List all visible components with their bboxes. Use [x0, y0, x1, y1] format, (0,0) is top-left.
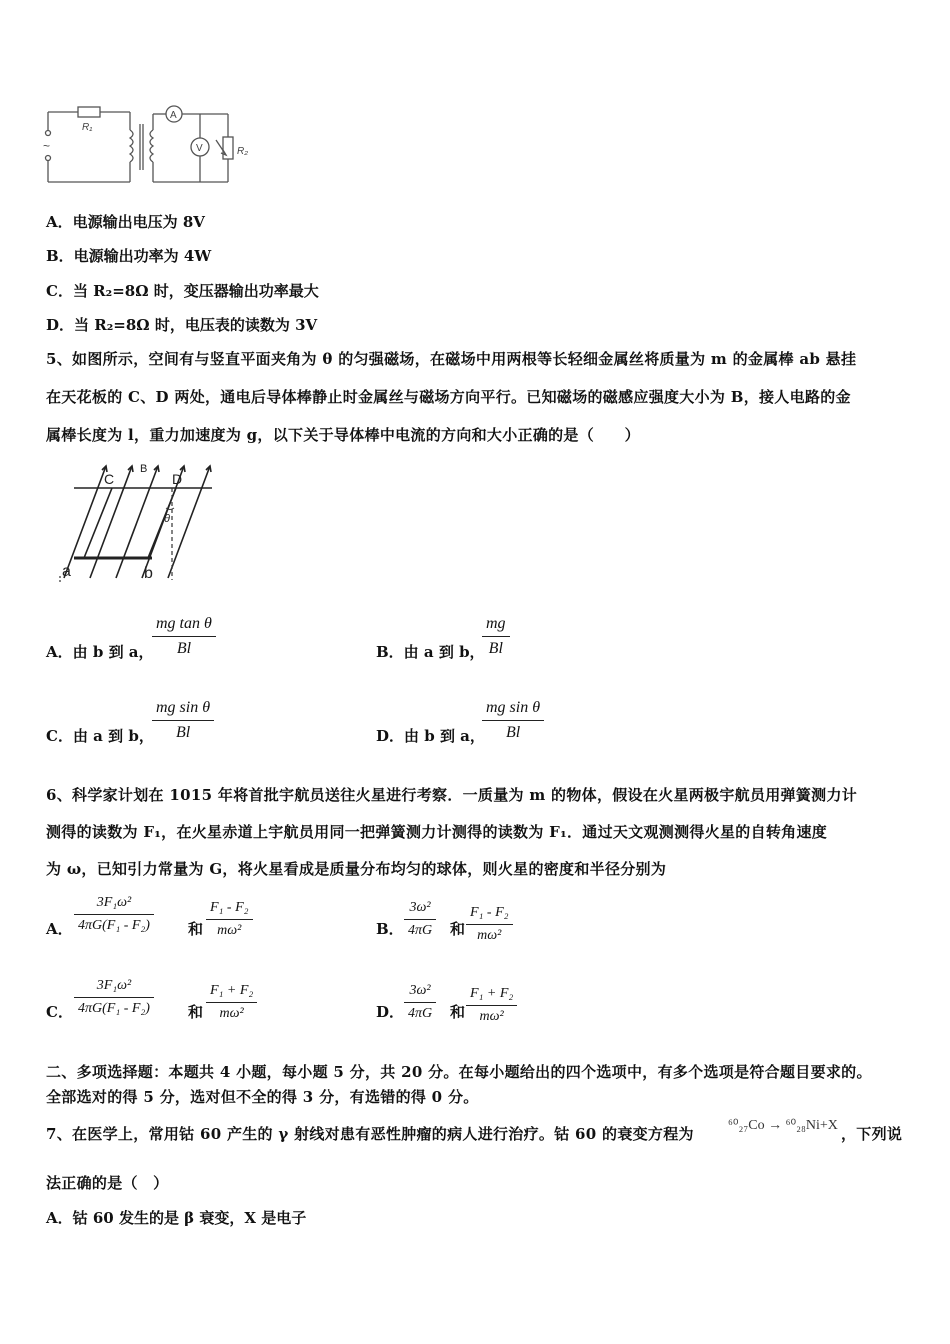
and-text: 和	[188, 1003, 204, 1021]
fraction-denominator: mω²	[219, 1006, 244, 1021]
q7-line-2: 法正确的是（ ）	[46, 1174, 169, 1192]
fraction-denominator: mω²	[477, 928, 502, 943]
section-2-line-2: 全部选对的得 5 分，选对但不全的得 3 分，有选错的得 0 分。	[46, 1088, 479, 1106]
q6-option-a-radius	[206, 900, 253, 939]
q5-option-c-label: C．由 a 到 b，	[46, 727, 154, 745]
r2-label: R₂	[237, 146, 249, 157]
fraction-denominator: Bl	[505, 724, 521, 741]
fraction-numerator: 3F₁ω²	[74, 978, 154, 998]
fraction-denominator: 4πG(F₁ - F₂)	[78, 918, 150, 933]
point-c-label: C	[104, 471, 115, 487]
fraction-denominator: Bl	[175, 724, 191, 741]
q5-option-b-fraction	[482, 615, 510, 658]
fraction-numerator: F₁ - F₂	[206, 900, 253, 920]
q6-line-2: 测得的读数为 F₁，在火星赤道上宇航员用同一把弹簧测力计测得的读数为 F₁．通过天文观测测得火星的自转角速度	[46, 823, 828, 841]
fraction-numerator: mg sin θ	[152, 699, 214, 721]
r2-rheostat	[223, 137, 233, 159]
fraction-numerator: 3F₁ω²	[74, 895, 154, 915]
point-a-label: a	[62, 563, 71, 580]
fraction-numerator: F₁ + F₂	[466, 986, 517, 1006]
q6-option-d-density	[404, 983, 436, 1022]
and-text: 和	[450, 1003, 466, 1021]
q5-line-3: 属棒长度为 l，重力加速度为 g，以下关于导体棒中电流的方向和大小正确的是（ ）	[46, 426, 640, 444]
fraction-denominator: 4πG(F₁ - F₂)	[78, 1001, 150, 1016]
q6-option-d-label: D．	[376, 1003, 405, 1021]
voltmeter-label: V	[196, 143, 203, 154]
point-b-label: b	[144, 565, 153, 582]
cobalt-decay-equation: ⁶⁰₂₇Co → ⁶⁰₂₈Ni+X	[728, 1118, 838, 1133]
q5-line-1: 5、如图所示，空间有与竖直平面夹角为 θ 的匀强磁场，在磁场中用两根等长轻细金属丝将质量为 m 的金属棒 ab 悬挂	[46, 350, 857, 368]
q5-option-d-label: D．由 b 到 a，	[376, 727, 485, 745]
q6-option-d-radius	[466, 986, 517, 1025]
fraction-numerator: F₁ - F₂	[466, 905, 513, 925]
q5-option-a-label: A．由 b 到 a，	[46, 643, 154, 661]
transformer-circuit-figure	[38, 100, 268, 195]
q6-option-b-label: B．	[376, 920, 404, 938]
theta-label: θ	[164, 513, 170, 525]
q5-option-a-fraction	[152, 615, 216, 658]
q6-line-3: 为 ω，已知引力常量为 G，将火星看成是质量分布均匀的球体，则火星的密度和半径分别为	[46, 860, 667, 878]
q7-line-1-end: ，下列说	[841, 1125, 903, 1143]
fraction-numerator: 3ω²	[404, 900, 436, 920]
q4-option-c: C．当 R₂=8Ω 时，变压器输出功率最大	[46, 282, 319, 300]
fraction-denominator: Bl	[488, 640, 503, 657]
ac-source-label: ~	[43, 139, 51, 153]
section-2-line-1: 二、多项选择题：本题共 4 小题，每小题 5 分，共 20 分。在每小题给出的四个选项中，有多个选项是符合题目要求的。	[46, 1063, 872, 1081]
q6-option-c-label: C．	[46, 1003, 73, 1021]
r1-resistor	[78, 107, 100, 117]
and-text: 和	[188, 920, 204, 938]
q6-option-a-density	[74, 895, 154, 934]
q5-option-b-label: B．由 a 到 b，	[376, 643, 485, 661]
fraction-numerator: mg	[482, 615, 510, 637]
fraction-denominator: Bl	[176, 640, 192, 657]
q7-option-a: A．钴 60 发生的是 β 衰变，X 是电子	[46, 1209, 307, 1227]
fraction-numerator: F₁ + F₂	[206, 983, 257, 1003]
q5-option-c-fraction	[152, 699, 214, 742]
fraction-denominator: 4πG	[408, 923, 433, 938]
fraction-denominator: mω²	[479, 1009, 504, 1024]
q5-line-2: 在天花板的 C、D 两处，通电后导体棒静止时金属丝与磁场方向平行。已知磁场的磁感应强度大小为 B，接人电路的金	[46, 388, 851, 406]
q6-option-a-label: A．	[46, 920, 73, 938]
q5-option-d-fraction	[482, 699, 544, 742]
and-text: 和	[450, 920, 466, 938]
fraction-denominator: 4πG	[408, 1006, 433, 1021]
fraction-numerator: mg sin θ	[482, 699, 544, 721]
q4-option-b: B．电源输出功率为 4W	[46, 247, 212, 265]
q4-option-a: A．电源输出电压为 8V	[46, 213, 205, 231]
q6-option-c-radius	[206, 983, 257, 1022]
fraction-numerator: mg tan θ	[152, 615, 216, 637]
r1-label: R₁	[82, 122, 93, 133]
magnetic-field-figure	[44, 460, 224, 585]
q6-option-b-density	[404, 900, 436, 939]
point-d-label: D	[172, 471, 183, 487]
q4-option-d: D．当 R₂=8Ω 时，电压表的读数为 3V	[46, 316, 318, 334]
q6-option-c-density	[74, 978, 154, 1017]
q6-option-b-radius	[466, 905, 513, 944]
field-b-label: B	[140, 463, 148, 475]
fraction-denominator: mω²	[217, 923, 242, 938]
q6-line-1: 6、科学家计划在 1015 年将首批宇航员送往火星进行考察．一质量为 m 的物体，假设在火星两极宇航员用弹簧测力计	[46, 786, 858, 804]
ammeter-label: A	[170, 110, 177, 121]
q7-line-1: 7、在医学上，常用钴 60 产生的 γ 射线对患有恶性肿瘤的病人进行治疗。钴 60 的衰变方程为	[46, 1125, 694, 1143]
fraction-numerator: 3ω²	[404, 983, 436, 1003]
